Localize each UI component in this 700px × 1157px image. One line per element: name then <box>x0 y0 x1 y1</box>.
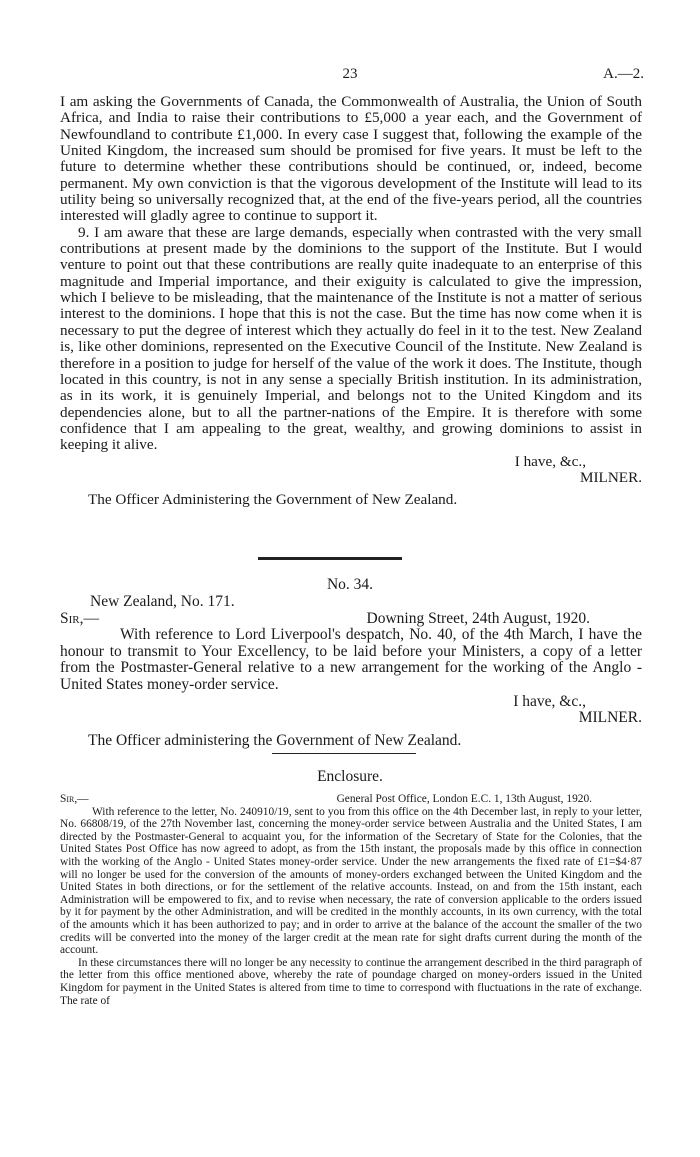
despatch-body: With reference to Lord Liverpool's despatch, No. 40, of the 4th March, I have the honour to transmit to Your Excellency, to be laid before your Ministers, a copy of a letter from the Postmaster-General relative to a new arrangement for the working of the Anglo - United States money-order service. <box>60 626 642 693</box>
enclosure-paragraph-1: With reference to the letter, No. 240910/19, sent to you from this office on the 4th December last, in reply to your letter, No. 66808/19, of the 27th November last, concerning the money-order service between Australia and the United States, I am directed by the Postmaster-General to acquaint you, for the information of the Secretary of State for the Colonies, that the United States Post Office has now agreed to adopt, as from the 15th instant, the proposals made by this office in connection with the working of the Anglo - United States money-order service. Under the new arrangements the fixed rate of £1=$4·87 will no longer be used for the conversion of the amounts of money-orders exchanged between the United Kingdom and the United States in both directions, or for the settlement of the relative accounts. Instead, on and from the 15th instant, each Administration will be empowered to fix, and to revise when necessary, the rate of conversion applicable to the orders issued by it for payment by the other Administration, and will be credited in the monthly accounts, in its own currency, with the total of the amounts which it has been authorized to pay; and in order to arrive at the balance of the account the smaller of the two credits will be converted into the money of the larger credit at the mean rate for sight drafts current during the month of the account. <box>60 805 642 957</box>
salutation: Sir,— <box>60 793 89 805</box>
closing-phrase: I have, &c., <box>514 452 586 470</box>
addressee: The Officer administering the Government of New Zealand. <box>88 731 462 749</box>
signature: MILNER. <box>578 709 642 727</box>
section-divider <box>258 557 402 560</box>
despatch-no-34 <box>60 594 642 749</box>
despatch-number: No. 34. <box>326 576 374 593</box>
salutation: Sir,— <box>60 609 99 627</box>
enclosure-heading: Enclosure. <box>317 768 383 785</box>
paragraph-9: 9. I am aware that these are large demands, especially when contrasted with the very small contributions at present made by the dominions to the support of the Institute. But I would venture to point out that these contributions are really quite inadequate to an enterprise of this magnitude and Imperial importance, and their exiguity is calculated to give the impression, which I believe to be misleading, that the maintenance of the Institute is not a matter of serious interest to the dominions. I hope that this is not the case. But the time has now come when it is necessary to put the degree of interest which they actually do feel in it to the test. New Zealand is, like other dominions, represented on the Executive Council of the Institute. New Zealand is therefore in a position to judge for herself of the value of the work it does. The Institute, though located in this country, is not in any sense a specially British institution. In its administration, as in its work, it is genuinely Imperial, and belongs not to the United Kingdom and its dependencies alone, but to all the partner-nations of the Empire. It is therefore with some confidence that I am appealing to the great, wealthy, and growing dominions to assist in keeping it alive. <box>60 223 642 454</box>
despatch-nz-reference: New Zealand, No. 171. <box>90 593 235 610</box>
paragraph-contributions: I am asking the Governments of Canada, the Commonwealth of Australia, the Union of South Africa, and India to raise their contributions to £5,000 a year each, and the Government of Newfoundland to contribute £1,000. In every case I suggest that, following the example of the United Kingdom, the increased sum should be promised for five years. It must be left to the future to determine whether these contributions should be continued, or, indeed, become permanent. My own conviction is that the vigorous development of the Institute will lead to its utility being so universally recognized that, at the end of the five-years period, all the countries interested will gladly agree to continue to support it. <box>60 93 642 225</box>
place-date: Downing Street, 24th August, 1920. <box>366 609 590 627</box>
despatch-heading-row <box>60 611 642 628</box>
enclosure-heading-row <box>60 793 642 806</box>
signature: MILNER. <box>579 468 642 486</box>
closing-phrase: I have, &c., <box>513 692 586 710</box>
document-reference: A.—2. <box>603 66 644 82</box>
page-number: 23 <box>342 66 358 82</box>
letter-continuation <box>60 94 642 509</box>
enclosure-letter <box>60 793 642 1007</box>
enclosure-address: General Post Office, London E.C. 1, 13th August, 1920. <box>336 793 592 805</box>
addressee: The Officer Administering the Government of New Zealand. <box>88 491 458 509</box>
enclosure-paragraph-2: In these circumstances there will no longer be any necessity to continue the arrangement described in the third paragraph of the letter from this office mentioned above, whereby the rate of poundage charged on money-orders issued in the United Kingdom for payment in the United States is altered from time to time to correspond with fluctuations in the rate of exchange. The rate of <box>60 956 642 1007</box>
enclosure-divider <box>272 753 416 754</box>
